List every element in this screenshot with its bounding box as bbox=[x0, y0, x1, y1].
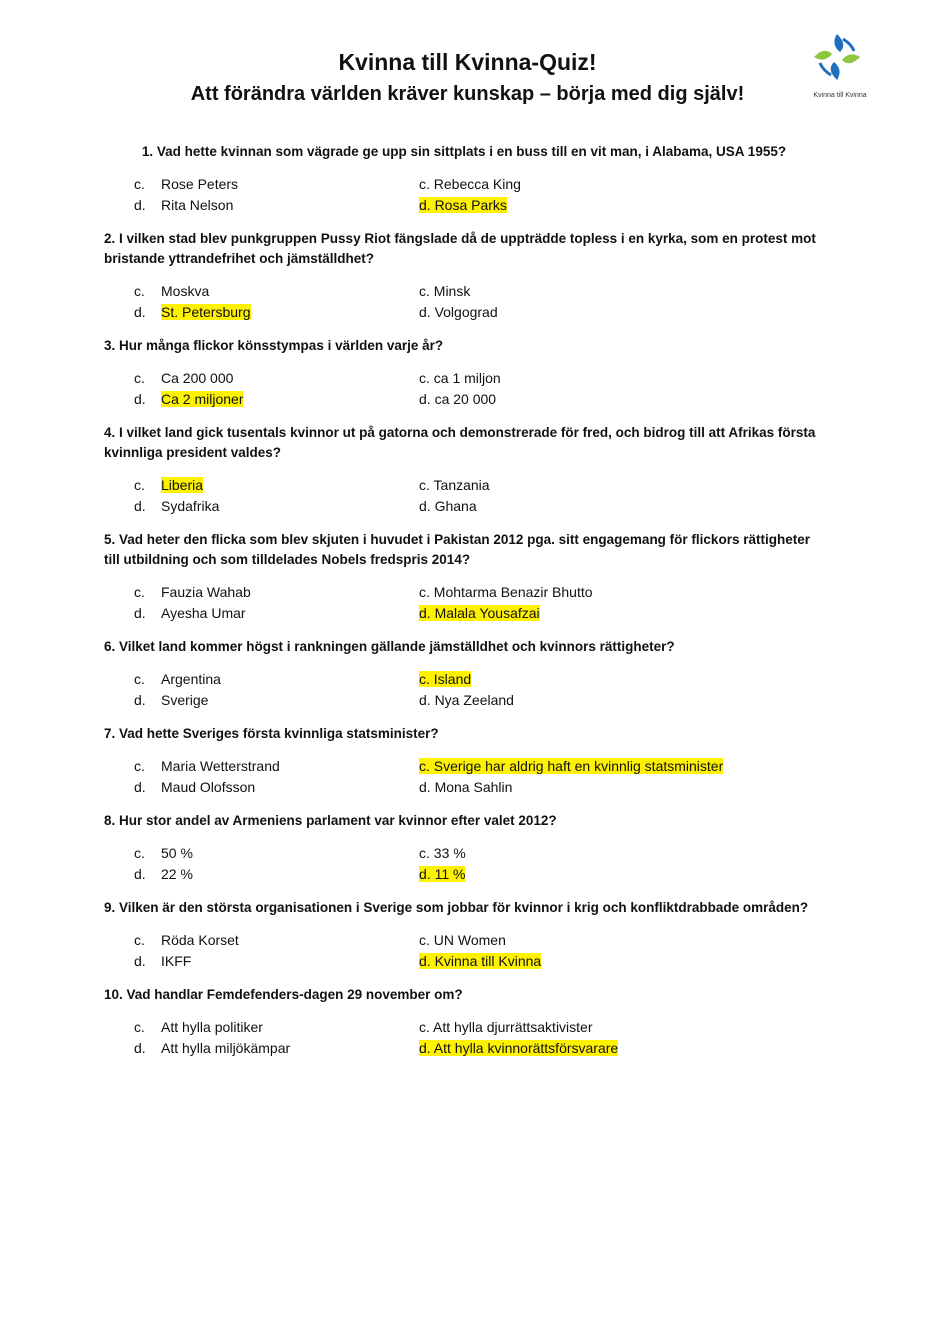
answer-option: d. Mona Sahlin bbox=[419, 779, 513, 795]
correct-answer: d. St. Petersburg bbox=[134, 304, 251, 320]
answer-option: c. Att hylla djurrättsaktivister bbox=[419, 1019, 593, 1035]
question-1 bbox=[104, 142, 824, 215]
question-7 bbox=[104, 724, 824, 797]
answer-option: d. Nya Zeeland bbox=[419, 692, 514, 708]
question-5 bbox=[104, 530, 824, 623]
answer-option: c. Maria Wetterstrand bbox=[134, 758, 280, 774]
answer-grid bbox=[134, 368, 824, 409]
question-6 bbox=[104, 637, 824, 710]
question-4 bbox=[104, 423, 824, 516]
question-2 bbox=[104, 229, 824, 322]
question-text: 8. Hur stor andel av Armeniens parlament var kvinnor efter valet 2012? bbox=[104, 813, 557, 828]
answer-grid bbox=[134, 475, 824, 516]
answer-option: c. Tanzania bbox=[419, 477, 490, 493]
answer-option: c. Argentina bbox=[134, 671, 221, 687]
correct-answer: d. 11 % bbox=[419, 866, 466, 882]
answer-option: c. ca 1 miljon bbox=[419, 370, 501, 386]
answer-grid bbox=[134, 281, 824, 322]
answer-option: c. Fauzia Wahab bbox=[134, 584, 251, 600]
question-9 bbox=[104, 898, 824, 971]
question-text: 5. Vad heter den flicka som blev skjuten i huvudet i Pakistan 2012 pga. sitt engagemang för flickors rättigheter till utbildning och som tilldelades Nobels fredspris 2014? bbox=[104, 532, 810, 567]
question-text: 10. Vad handlar Femdefenders-dagen 29 november om? bbox=[104, 987, 463, 1002]
question-text: 6. Vilket land kommer högst i rankningen gällande jämställdhet och kvinnors rättigheter? bbox=[104, 639, 675, 654]
answer-option: c. Ca 200 000 bbox=[134, 370, 234, 386]
question-list bbox=[104, 142, 824, 1058]
answer-option: c. Rebecca King bbox=[419, 176, 521, 192]
answer-option: d. Ghana bbox=[419, 498, 477, 514]
correct-answer: d. Rosa Parks bbox=[419, 197, 507, 213]
question-text: 3. Hur många flickor könsstympas i världen varje år? bbox=[104, 338, 444, 353]
answer-option: c. Rose Peters bbox=[134, 176, 239, 192]
answer-option: d. Sverige bbox=[134, 692, 209, 708]
answer-option: d. Rita Nelson bbox=[134, 197, 234, 213]
answer-grid bbox=[134, 1017, 824, 1058]
question-text: 1. Vad hette kvinnan som vägrade ge upp sin sittplats i en buss till en vit man, i Alabama, USA 1955? bbox=[141, 144, 787, 159]
correct-answer: d. Ca 2 miljoner bbox=[134, 391, 244, 407]
header bbox=[0, 48, 935, 106]
correct-answer: c. Island bbox=[419, 671, 472, 687]
answer-option: d. 22 % bbox=[134, 866, 193, 882]
question-8 bbox=[104, 811, 824, 884]
answer-option: c. 50 % bbox=[134, 845, 193, 861]
answer-option: d. Ayesha Umar bbox=[134, 605, 246, 621]
answer-grid bbox=[134, 843, 824, 884]
answer-option: c. Mohtarma Benazir Bhutto bbox=[419, 584, 593, 600]
answer-option: c. Minsk bbox=[419, 283, 471, 299]
answer-option: d. IKFF bbox=[134, 953, 192, 969]
answer-grid bbox=[134, 756, 824, 797]
answer-grid bbox=[134, 174, 824, 215]
correct-answer: d. Malala Yousafzai bbox=[419, 605, 540, 621]
question-text: 7. Vad hette Sveriges första kvinnliga statsminister? bbox=[104, 726, 439, 741]
answer-grid bbox=[134, 669, 824, 710]
answer-option: d. Maud Olofsson bbox=[134, 779, 256, 795]
question-text: 9. Vilken är den största organisationen i Sverige som jobbar för kvinnor i krig och konfliktdrabbade områden? bbox=[104, 900, 809, 915]
answer-option: d. ca 20 000 bbox=[419, 391, 497, 407]
answer-grid bbox=[134, 930, 824, 971]
correct-answer: c. Liberia bbox=[134, 477, 204, 493]
answer-option: c. Moskva bbox=[134, 283, 210, 299]
answer-option: d. Att hylla miljökämpar bbox=[134, 1040, 291, 1056]
question-10 bbox=[104, 985, 824, 1058]
answer-option: d. Volgograd bbox=[419, 304, 498, 320]
answer-option: c. Röda Korset bbox=[134, 932, 239, 948]
answer-option: c. UN Women bbox=[419, 932, 506, 948]
answer-option: c. 33 % bbox=[419, 845, 466, 861]
answer-grid bbox=[134, 582, 824, 623]
logo-text: Kvinna till Kvinna bbox=[813, 92, 867, 99]
question-text: 2. I vilken stad blev punkgruppen Pussy Riot fängslade då de uppträdde topless i en kyrka, som en protest mot bristande yttrandefrihet och jämställdhet? bbox=[104, 231, 816, 266]
page-subtitle: Att förändra världen kräver kunskap – börja med dig själv! bbox=[190, 83, 745, 105]
page-title: Kvinna till Kvinna-Quiz! bbox=[338, 49, 597, 75]
correct-answer: d. Att hylla kvinnorättsförsvarare bbox=[419, 1040, 619, 1056]
question-text: 4. I vilket land gick tusentals kvinnor ut på gatorna och demonstrerade för fred, och bidrog till att Afrikas första kvinnliga president valdes? bbox=[104, 425, 816, 460]
correct-answer: d. Kvinna till Kvinna bbox=[419, 953, 542, 969]
correct-answer: c. Sverige har aldrig haft en kvinnlig statsminister bbox=[419, 758, 724, 774]
answer-option: c. Att hylla politiker bbox=[134, 1019, 263, 1035]
answer-option: d. Sydafrika bbox=[134, 498, 220, 514]
question-3 bbox=[104, 336, 824, 409]
